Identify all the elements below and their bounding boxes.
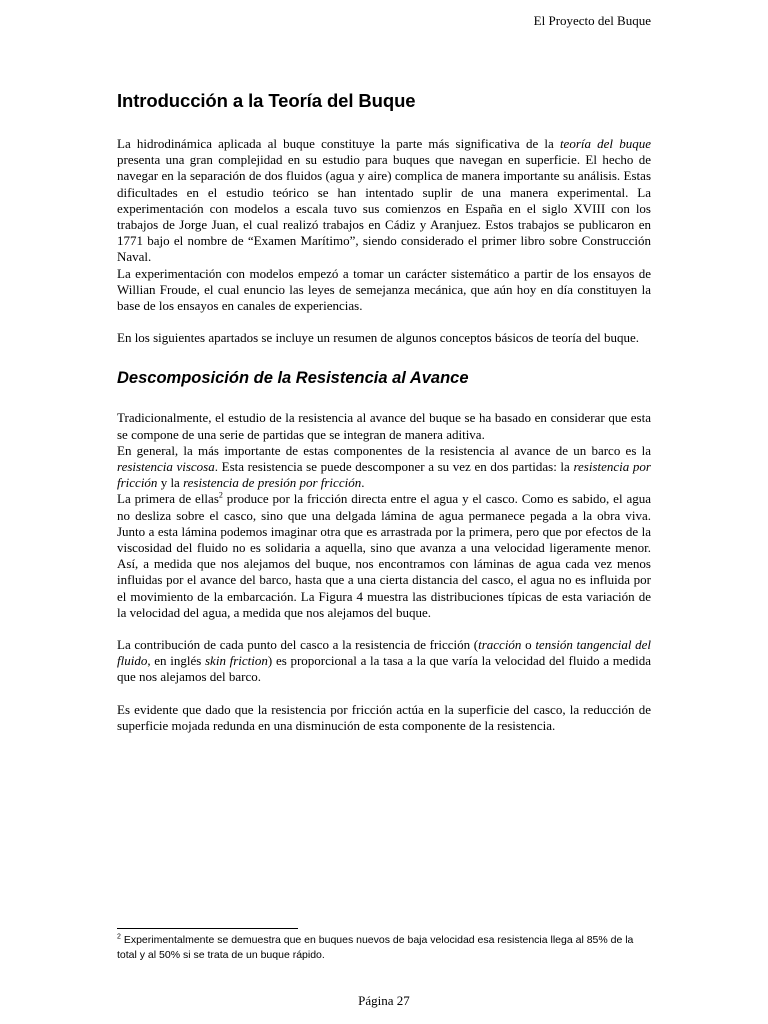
footnote — [117, 933, 651, 963]
text-run: . Esta resistencia se puede descomponer a su vez en dos partidas: la — [214, 459, 574, 475]
paragraph-resistance-4 — [117, 637, 651, 686]
text-run: . — [361, 475, 365, 491]
footnote-marker: 2 — [117, 933, 121, 941]
text-run: presenta una gran complejidad en su estudio para buques que navegan en superficie. El hecho de navegar en la separación de dos fluidos (agua y aire) complica de manera importante su análisis. Estas dificultades en el estudio teórico se han intentado suplir de una manera experimental. La experimentación con modelos a escala tuvo sus comienzos en España en el siglo XVIII con los trabajos de Jorge Juan, el cual realizó trabajos en Cádiz y Aranjuez. Estos trabajos se publicaron en 1771 bajo el nombre de “Examen Marítimo”, siendo considerado el primer libro sobre Construcción Naval. — [117, 152, 651, 265]
emphasis-text: tensión tangencial del fluido — [117, 637, 651, 669]
text-run: , en inglés — [147, 653, 205, 669]
emphasis-text: skin friction — [205, 653, 268, 669]
emphasis-text: resistencia de presión por fricción — [183, 475, 362, 491]
running-header: El Proyecto del Buque — [533, 13, 651, 28]
section-heading-intro: Introducción a la Teoría del Buque — [117, 90, 416, 111]
paragraph-resistance-3 — [117, 491, 651, 621]
paragraph-resistance-1: Tradicionalmente, el estudio de la resistencia al avance del buque se ha basado en considerar que esta se compone de una serie de partidas que se integran de manera aditiva. — [117, 410, 651, 442]
paragraph-resistance-2 — [117, 443, 651, 492]
emphasis-text: resistencia viscosa — [117, 459, 215, 475]
section-heading-resistance: Descomposición de la Resistencia al Avance — [117, 369, 469, 388]
footnote-text: Experimentalmente se demuestra que en buques nuevos de baja velocidad esa resistencia llega al 85% de la total y al 50% si se trata de un buque rápido. — [117, 934, 634, 961]
text-run: La contribución de cada punto del casco a la resistencia de fricción ( — [117, 637, 479, 653]
emphasis-text: teoría del buque — [559, 136, 651, 151]
text-run: En general, la más importante de estas componentes de la resistencia al avance de un barco es la — [117, 442, 651, 458]
page-body — [117, 90, 651, 734]
text-run: La hidrodinámica aplicada al buque constituye la parte más significativa de la — [117, 136, 560, 151]
text-run: y la — [157, 475, 184, 491]
paragraph-intro-2: La experimentación con modelos empezó a tomar un carácter sistemático a partir de los ensayos de Willian Froude, el cual enuncio las leyes de semejanza mecánica, que aún hoy en día constituyen la base de los ensayos en canales de experiencias. — [117, 265, 651, 314]
footnote-reference: 2 — [218, 491, 223, 501]
text-run: ) es proporcional a la tasa a la que varía la velocidad del fluido a medida que nos alejamos del barco. — [117, 653, 652, 685]
paragraph-resistance-5: Es evidente que dado que la resistencia por fricción actúa en la superficie del casco, la reducción de superficie mojada redunda en una disminución de esta componente de la resistencia. — [117, 701, 651, 733]
text-run: o — [521, 637, 536, 653]
page-number: Página 27 — [358, 993, 410, 1008]
emphasis-text: resistencia por fricción — [117, 459, 651, 491]
paragraph-intro-3: En los siguientes apartados se incluye un resumen de algunos conceptos básicos de teoría del buque. — [117, 330, 640, 346]
text-run: La primera de ellas — [117, 491, 219, 507]
footnote-divider — [117, 928, 298, 929]
paragraph-intro-1 — [117, 136, 651, 266]
emphasis-text: tracción — [478, 637, 522, 653]
text-run: produce por la fricción directa entre el agua y el casco. Como es sabido, el agua no desliza sobre el casco, sino que una delgada lámina de agua permanece pegada a la obra viva. Junto a esta lámina podemos imaginar otra que es arrastrada por la primera, pero que por efectos de la viscosidad del fluido no es solidaria a aquella, sino que avanza a una velocidad ligeramente menor. Así, a medida que nos alejamos del buque, nos encontramos con láminas de agua cada vez menos influidas por el avance del barco, hasta que a una cierta distancia del casco, el agua no es influida por el movimiento de la embarcación. La Figura 4 muestra las distribuciones típicas de esta variación de la velocidad del agua, a medida que nos alejamos del buque. — [117, 491, 651, 620]
